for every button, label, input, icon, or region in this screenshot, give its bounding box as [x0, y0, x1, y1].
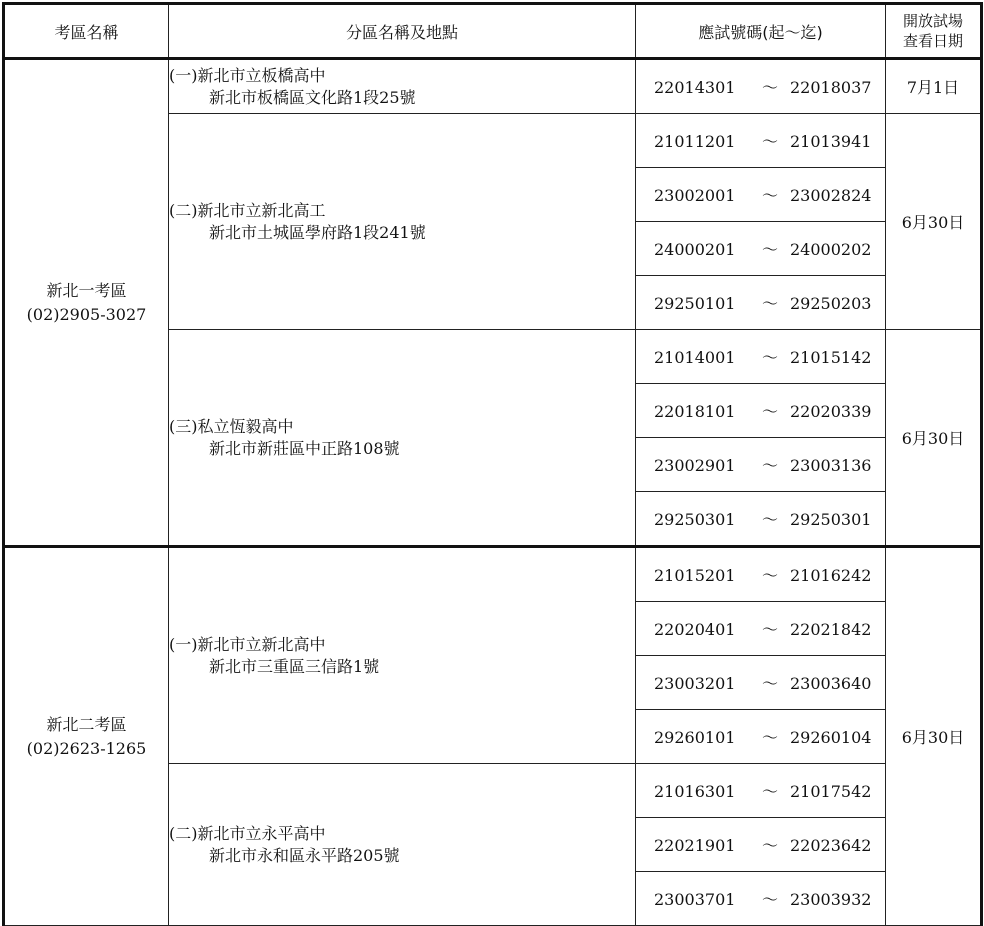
number-range: 21014001 ～ 21015142 — [636, 330, 886, 384]
number-range: 29250301 ～ 29250301 — [636, 492, 886, 547]
site-address: 新北市土城區學府路1段241號 — [209, 222, 426, 242]
number-range: 23003201 ～ 23003640 — [636, 656, 886, 710]
number-range: 21011201 ～ 21013941 — [636, 114, 886, 168]
site-cell — [169, 764, 636, 926]
site-address: 新北市永和區永平路205號 — [209, 845, 400, 865]
header-site-name: 分區名稱及地點 — [169, 4, 636, 59]
site-cell — [169, 547, 636, 764]
number-range: 23003701 ～ 23003932 — [636, 872, 886, 926]
exam-center-phone: (02)2623-1265 — [26, 738, 147, 758]
header-open-date-line1: 開放試場 — [902, 12, 963, 30]
open-date: 6月30日 — [886, 547, 982, 926]
number-range: 23002901 ～ 23003136 — [636, 438, 886, 492]
header-exam-numbers: 應試號碼(起～迄) — [636, 4, 886, 59]
number-range: 22018101 ～ 22020339 — [636, 384, 886, 438]
exam-center-phone: (02)2905-3027 — [26, 304, 147, 324]
open-date: 6月30日 — [886, 114, 982, 330]
exam-site-table — [2, 2, 983, 926]
exam-center-cell — [4, 547, 169, 926]
exam-center-name: 新北二考區 — [46, 714, 127, 734]
header-open-date — [886, 4, 982, 59]
exam-center-cell — [4, 59, 169, 547]
number-range: 23002001 ～ 23002824 — [636, 168, 886, 222]
number-range: 24000201 ～ 24000202 — [636, 222, 886, 276]
number-range: 22020401 ～ 22021842 — [636, 602, 886, 656]
number-range: 29260101 ～ 29260104 — [636, 710, 886, 764]
site-name: (二)新北市立新北高工 — [169, 200, 326, 220]
exam-center-name: 新北一考區 — [46, 280, 127, 300]
table-row — [4, 547, 982, 602]
number-range: 22021901 ～ 22023642 — [636, 818, 886, 872]
site-cell — [169, 330, 636, 547]
site-name: (三)私立恆毅高中 — [169, 416, 294, 436]
open-date: 6月30日 — [886, 330, 982, 547]
open-date: 7月1日 — [886, 59, 982, 114]
site-name: (一)新北市立板橋高中 — [169, 65, 326, 85]
site-address: 新北市板橋區文化路1段25號 — [209, 87, 416, 107]
site-name: (二)新北市立永平高中 — [169, 823, 326, 843]
header-row — [4, 4, 982, 59]
site-address: 新北市三重區三信路1號 — [209, 656, 380, 676]
header-open-date-line2: 查看日期 — [902, 32, 963, 50]
site-name: (一)新北市立新北高中 — [169, 634, 326, 654]
header-center-name: 考區名稱 — [4, 4, 169, 59]
number-range: 21015201 ～ 21016242 — [636, 547, 886, 602]
site-cell — [169, 114, 636, 330]
site-address: 新北市新莊區中正路108號 — [209, 438, 400, 458]
site-cell — [169, 59, 636, 114]
number-range: 29250101 ～ 29250203 — [636, 276, 886, 330]
table-row — [4, 59, 982, 114]
number-range: 22014301 ～ 22018037 — [636, 59, 886, 114]
number-range: 21016301 ～ 21017542 — [636, 764, 886, 818]
